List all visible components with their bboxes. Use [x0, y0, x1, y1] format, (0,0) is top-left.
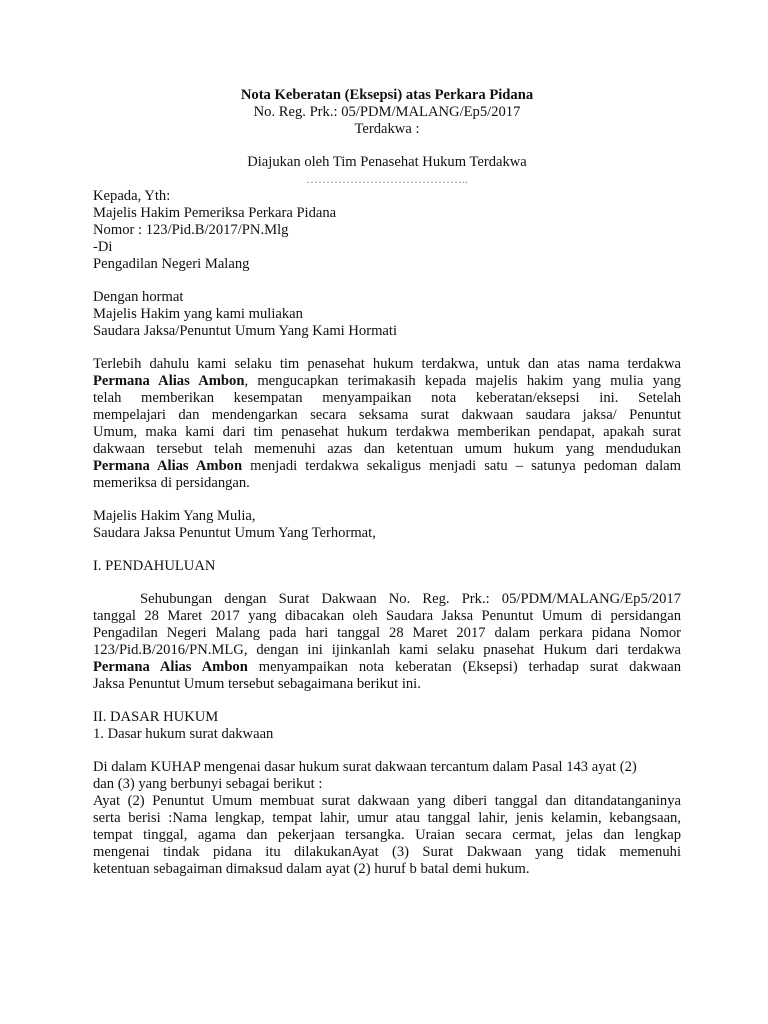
text-line: Majelis Hakim yang kami muliakan: [93, 306, 303, 322]
paragraph-line: [93, 373, 681, 390]
section-heading-pendahuluan: I. PENDAHULUAN: [93, 558, 216, 574]
line-text: Sehubungan dengan Surat Dakwaan No. Reg. Prk.: 05/PDM/MALANG/Ep5/2017: [140, 591, 681, 607]
paragraph-line: [93, 424, 681, 441]
line-text: Jaksa Penuntut Umum tersebut sebagaimana berikut ini.: [93, 676, 421, 692]
line-text: telah memberikan kesempatan menyampaikan nota keberatan/eksepsi ini. Setelah: [93, 390, 681, 406]
text-line: -Di: [93, 239, 113, 255]
opening-paragraph: [93, 356, 681, 492]
text-line: Dengan hormat: [93, 289, 184, 305]
text-line: Saudara Jaksa Penuntut Umum Yang Terhormat,: [93, 525, 376, 541]
paragraph-line: [93, 861, 681, 878]
line-text: mempelajari dan mendengarkan secara seksama surat dakwaan saudara jaksa/ Penuntut: [93, 407, 681, 423]
line-text: Di dalam KUHAP mengenai dasar hukum surat dakwaan tercantum dalam Pasal 143 ayat (2): [93, 759, 637, 775]
line-text: memeriksa di persidangan.: [93, 475, 250, 491]
submitted-by: Diajukan oleh Tim Penasehat Hukum Terdakwa: [247, 154, 527, 170]
pendahuluan-paragraph: [93, 591, 681, 693]
paragraph-line: [93, 608, 681, 625]
line-text: serta berisi :Nama lengkap, tempat lahir, umur atau tanggal lahir, jenis kelamin, kebangsaan,: [93, 810, 681, 826]
line-text: mengenai tindak pidana itu dilakukanAyat (3) Surat Dakwaan yang tidak memenuhi: [93, 844, 681, 860]
text-line: Kepada, Yth:: [93, 188, 171, 204]
line-text: 123/Pid.B/2016/PN.MLG, dengan ini ijinkanlah kami selaku pnasehat Hukum dari terdakwa: [93, 642, 681, 658]
document-title: Nota Keberatan (Eksepsi) atas Perkara Pidana: [240, 87, 534, 103]
line-text: Terlebih dahulu kami selaku tim penasehat hukum terdakwa, untuk dan atas nama terdakwa: [93, 356, 681, 372]
greeting-block: [93, 289, 681, 340]
text-line: Majelis Hakim Pemeriksa Perkara Pidana: [93, 205, 337, 221]
line-text: dakwaan tersebut telah memenuhi azas dan ketentuan umum hukum yang mendudukan: [93, 441, 681, 457]
paragraph-line: [93, 676, 681, 693]
paragraph-line: [93, 844, 681, 861]
text-line: Nomor : 123/Pid.B/2017/PN.Mlg: [93, 222, 289, 238]
line-text: menjadi terdakwa sekaligus menjadi satu – satunya pedoman dalam: [242, 458, 681, 474]
line-text: tanggal 28 Maret 2017 yang dibacakan oleh Saudara Jaksa Penuntut Umum di persidangan: [93, 608, 681, 624]
line-text: tempat tinggal, agama dan pekerjaan tersangka. Uraian secara cermat, jelas dan lengkap: [93, 827, 681, 843]
defendant-name: Permana Alias Ambon: [93, 458, 243, 474]
paragraph-line: [93, 759, 681, 776]
document-page: [93, 87, 681, 878]
section-heading-dasar-hukum: II. DASAR HUKUM: [93, 709, 219, 725]
line-text: ketentuan sebagaiman dimaksud dalam ayat (2) huruf b batal demi hukum.: [93, 861, 530, 877]
defendant-name: Permana Alias Ambon: [93, 373, 245, 389]
paragraph-line: [93, 356, 681, 373]
line-text: Umum, maka kami dari tim penasehat hukum terdakwa memberikan pendapat, apakah surat: [93, 424, 681, 440]
line-text: Pengadilan Negeri Malang pada hari tanggal 28 Maret 2017 dalam perkara pidana Nomor: [93, 625, 681, 641]
dasar-hukum-paragraph: [93, 759, 681, 878]
line-text: menyampaikan nota keberatan (Eksepsi) terhadap surat dakwaan: [247, 659, 681, 675]
address-block: [93, 188, 681, 273]
paragraph-line: [93, 407, 681, 424]
text-line: Pengadilan Negeri Malang: [93, 256, 250, 272]
registration-number: No. Reg. Prk.: 05/PDM/MALANG/Ep5/2017: [253, 104, 521, 120]
paragraph-line: [93, 458, 681, 475]
paragraph-line: [93, 793, 681, 810]
defendant-label: Terdakwa :: [354, 121, 420, 137]
paragraph-line: [93, 659, 681, 676]
paragraph-line: [93, 642, 681, 659]
text-line: Majelis Hakim Yang Mulia,: [93, 508, 256, 524]
dotted-separator: …………………………………..: [306, 172, 468, 186]
paragraph-line: [93, 776, 681, 793]
text-line: Saudara Jaksa/Penuntut Umum Yang Kami Hormati: [93, 323, 398, 339]
paragraph-line: [93, 475, 681, 492]
line-text: Ayat (2) Penuntut Umum membuat surat dakwaan yang diberi tanggal dan ditandatanganinya: [93, 793, 681, 809]
paragraph-line: [93, 625, 681, 642]
paragraph-line: [93, 810, 681, 827]
line-text: , mengucapkan terimakasih kepada majelis hakim yang mulia yang: [244, 373, 681, 389]
salutation-block: [93, 508, 681, 542]
subsection-heading: 1. Dasar hukum surat dakwaan: [93, 726, 274, 742]
paragraph-line: [93, 441, 681, 458]
defendant-name: Permana Alias Ambon: [93, 659, 248, 675]
paragraph-line: [93, 591, 681, 608]
paragraph-line: [93, 827, 681, 844]
line-text: dan (3) yang berbunyi sebagai berikut :: [93, 776, 323, 792]
paragraph-line: [93, 390, 681, 407]
